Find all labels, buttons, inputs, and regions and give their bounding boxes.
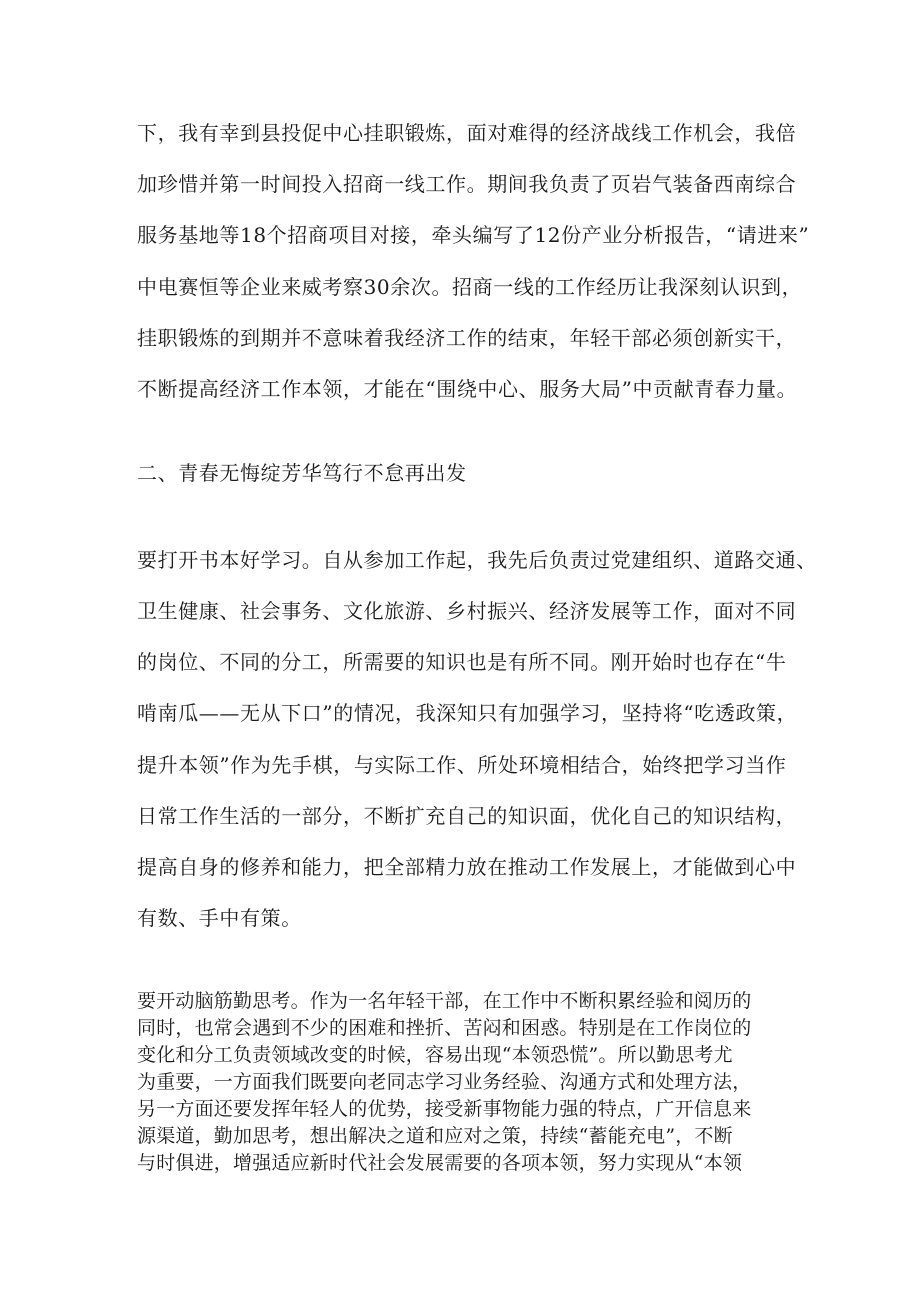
paragraph-2-line-8: 有数、手中有策。 — [137, 906, 302, 930]
paragraph-2-line-2: 卫生健康、社会事务、文化旅游、乡村振兴、经济发展等工作，面对不同 — [137, 599, 797, 623]
paragraph-3-line-1: 要开动脑筋勤思考。作为一名年轻干部，在工作中不断积累经验和阅历的 — [137, 990, 752, 1012]
paragraph-1-line-5: 挂职锻炼的到期并不意味着我经济工作的结束，年轻干部必须创新实干， — [137, 326, 797, 350]
paragraph-3-line-6: 源渠道，勤加思考，想出解决之道和应对之策，持续“蓄能充电”，不断 — [137, 1125, 733, 1147]
section-heading: 二、青春无悔绽芳华笃行不怠再出发 — [137, 461, 467, 485]
paragraph-1-line-1: 下，我有幸到县投促中心挂职锻炼，面对难得的经济战线工作机会，我倍 — [137, 121, 797, 145]
paragraph-3-line-5: 另一方面还要发挥年轻人的优势，接受新事物能力强的特点，广开信息来 — [137, 1098, 752, 1120]
paragraph-2-line-4: 啃南瓜——无从下口”的情况，我深知只有加强学习，坚持将“吃透政策， — [137, 701, 798, 725]
paragraph-2-line-6: 日常工作生活的一部分，不断扩充自己的知识面，优化自己的知识结构， — [137, 804, 797, 828]
paragraph-3-line-4: 为重要，一方面我们既要向老同志学习业务经验、沟通方式和处理方法， — [137, 1071, 752, 1093]
paragraph-1-line-6: 不断提高经济工作本领，才能在“围绕中心、服务大局”中贡献青春力量。 — [137, 377, 798, 401]
paragraph-1-line-3: 服务基地等18个招商项目对接，牵头编写了12份产业分析报告，“请进来” — [137, 223, 810, 247]
paragraph-3-line-3: 变化和分工负责领域改变的时候，容易出现“本领恐慌”。所以勤思考尤 — [137, 1044, 733, 1066]
paragraph-2-line-1: 要打开书本好学习。自从参加工作起，我先后负责过党建组织、道路交通、 — [137, 548, 817, 572]
paragraph-1-line-4: 中电赛恒等企业来威考察30余次。招商一线的工作经历让我深刻认识到， — [137, 275, 803, 299]
paragraph-3-line-7: 与时俱进，增强适应新时代社会发展需要的各项本领，努力实现从“本领 — [137, 1152, 743, 1174]
paragraph-3-line-2: 同时，也常会遇到不少的困难和挫折、苦闷和困惑。特别是在工作岗位的 — [137, 1017, 752, 1039]
paragraph-1-line-2: 加珍惜并第一时间投入招商一线工作。期间我负责了页岩气装备西南综合 — [137, 172, 797, 196]
paragraph-2-line-7: 提高自身的修养和能力，把全部精力放在推动工作发展上，才能做到心中 — [137, 855, 797, 879]
paragraph-2-line-5: 提升本领”作为先手棋，与实际工作、所处环境相结合，始终把学习当作 — [137, 753, 787, 777]
paragraph-2-line-3: 的岗位、不同的分工，所需要的知识也是有所不同。刚开始时也存在“牛 — [137, 650, 787, 674]
